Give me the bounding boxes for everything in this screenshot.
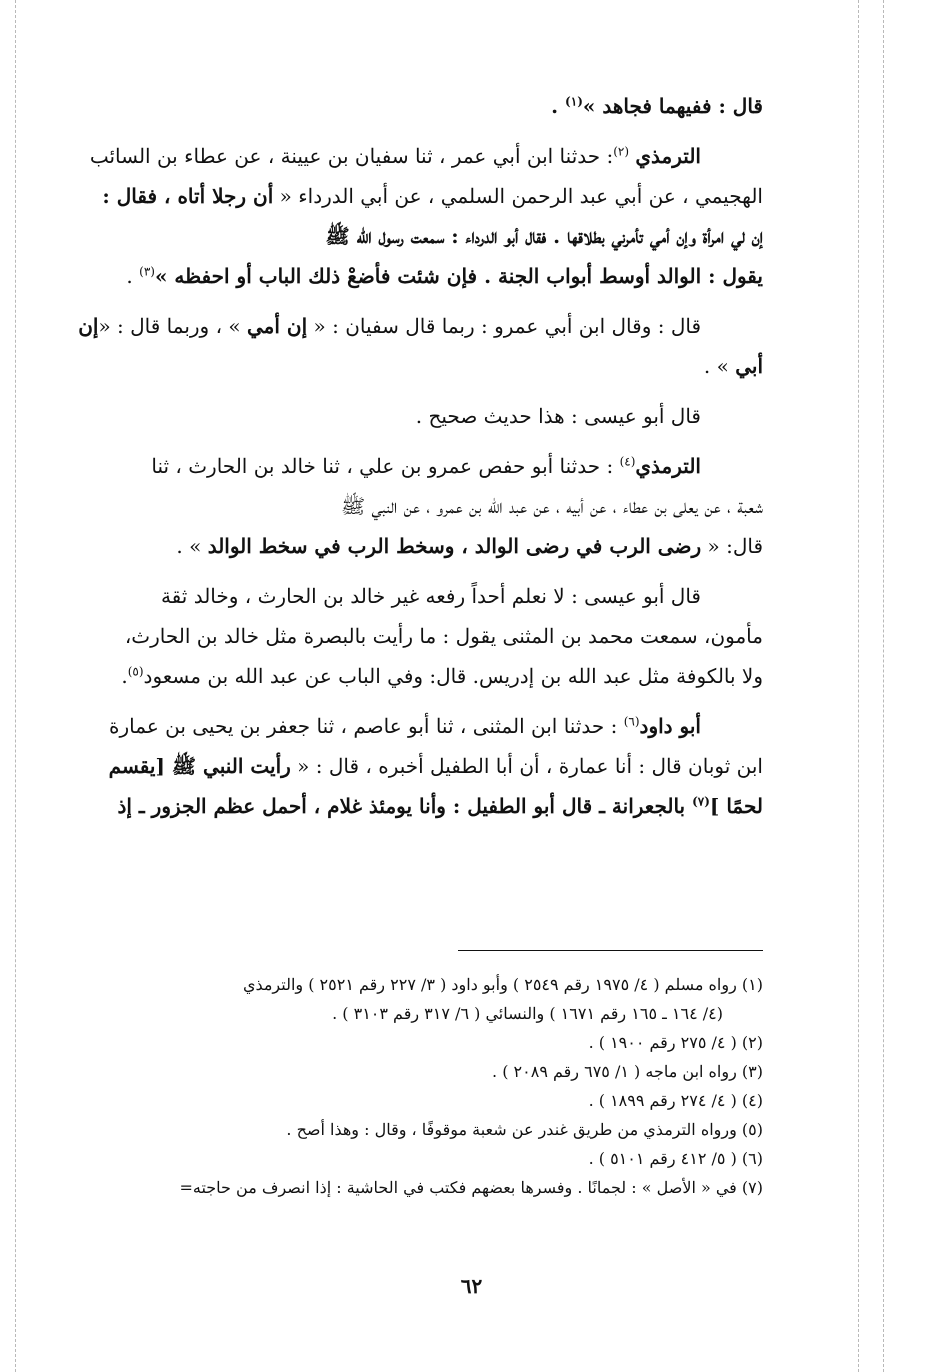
footnote-3: (٣) رواه ابن ماجه ( ١/ ٦٧٥ رقم ٢٠٨٩ ) . [492,1062,763,1081]
footnotes [22,970,763,1202]
paragraph-2-line-1: الترمذي $^{(٢)}$: حدثنا ابن أبي عمر ، ثنا سفيان بن عيينة ، عن عطاء بن السائب [89,144,701,168]
paragraph-6-line-1: قال أبو عيسى : لا نعلم أحداً رفعه غير خالد بن الحارث ، وخالد ثقة [160,584,701,608]
footnote-7: (٧) في « الأصل » : لجمانًا . وفسرها بعضهم فكتب في الحاشية : إذا انصرف من حاجته= [179,1178,763,1197]
paragraph-6-line-3: ولا بالكوفة مثل عبد الله بن إدريس. قال: وفي الباب عن عبد الله بن مسعود$^{(٥)}$. [121,664,763,688]
paragraph-2-line-3: إن لي امرأة وإن أمي تأمرني بطلاقها . فقال أبو الدرداء : سمعت رسول الله ﷺ [325,224,763,248]
paragraph-3-line-2: أبي » . [703,354,763,378]
paragraph-7-line-1: أبو داود$^{(٦)}$ : حدثنا ابن المثنى ، ثنا أبو عاصم ، ثنا جعفر بن يحيى بن عمارة [109,714,701,738]
scan-line-right [858,0,859,1372]
paragraph-1-line: قال : ففيهما فجاهد »$^{(١)}$ . [551,94,763,118]
footnote-2: (٢) ( ٤/ ٢٧٥ رقم ١٩٠٠ ) . [588,1033,763,1052]
footnote-1-continued: (٤/ ١٦٤ ـ ١٦٥ رقم ١٦٧١ ) والنسائي ( ٦/ ٣١٧ رقم ٣١٠٣ ) . [332,1004,723,1023]
footnote-4: (٤) ( ٤/ ٢٧٤ رقم ١٨٩٩ ) . [588,1091,763,1110]
paragraph-3-line-1: قال : وقال ابن أبي عمرو : ربما قال سفيان : « إن أمي » ، وربما قال : «إن [78,314,701,338]
footnote-1: (١) رواه مسلم ( ٤/ ١٩٧٥ رقم ٢٥٤٩ ) وأبو داود ( ٣/ ٢٢٧ رقم ٢٥٢١ ) والترمذي [242,975,763,994]
paragraph-5-line-2: شعبة ، عن يعلى بن عطاء ، عن أبيه ، عن عبد الله بن عمرو ، عن النبي ﷺ [340,494,763,518]
footnote-6: (٦) ( ٥/ ٤١٢ رقم ٥١٠١ ) . [588,1149,763,1168]
main-text [18,86,763,826]
paragraph-5-line-1: الترمذي$^{(٤)}$ : حدثنا أبو حفص عمرو بن علي ، ثنا خالد بن الحارث ، ثنا [151,454,701,478]
footnote-5: (٥) ورواه الترمذي من طريق غندر عن شعبة موقوفًا ، وقال : وهذا أصح . [286,1120,763,1139]
paragraph-2-line-4: يقول : الوالد أوسط أبواب الجنة . فإن شئت فأضعْ ذلك الباب أو احفظه »$^{(٣)}$ . [126,264,763,288]
scan-line-left [15,0,16,1372]
paragraph-6-line-2: مأمون، سمعت محمد بن المثنى يقول : ما رأيت بالبصرة مثل خالد بن الحارث، [124,624,763,648]
paragraph-2-line-2: الهجيمي ، عن أبي عبد الرحمن السلمي ، عن أبي الدرداء « أن رجلا أتاه ، فقال : [102,184,763,208]
paragraph-7-line-2: ابن ثوبان قال : أنا عمارة ، أن أبا الطفيل أخبره ، قال : « رأيت النبي ﷺ [يقسم [108,754,763,778]
paragraph-4-line-1: قال أبو عيسى : هذا حديث صحيح . [415,404,701,428]
page-number: ٦٢ [460,1274,483,1298]
paragraph-5-line-3: قال: « رضى الرب في رضى الوالد ، وسخط الرب في سخط الوالد » . [176,534,763,558]
paragraph-7-line-3: لحمًا ]$^{(٧)}$ بالجعرانة ـ قال أبو الطفيل : وأنا يومئذ غلام ، أحمل عظم الجزور ـ إذ [117,794,763,818]
scan-line-right-outer [883,0,884,1372]
footnote-separator [458,950,763,951]
